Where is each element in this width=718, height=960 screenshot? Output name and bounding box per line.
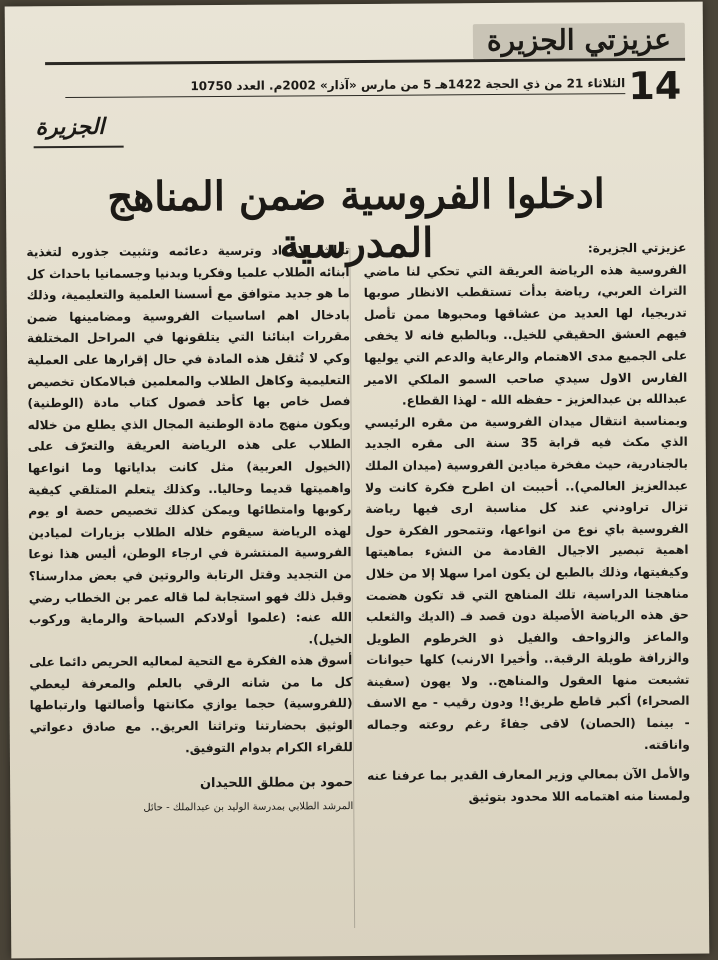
paragraph: الفروسية هذه الرياضة العريقة التي تحكي لنا ماضي التراث العربي، رياضة بدأت تستقطب الانظار صوبها تدريجيا، لها العديد من عشاقها ومحبوها ممن تأصل فيهم العشق الحقيقي للخيل.. وبالطبع فانه لا يخفى على الجميع مدى الاهتمام والرعاية والدعم التي يوليها الفارس الاول سيدي صاحب السمو الملكي الامير عبدالله بن عبدالعزيز - حفظه الله - لهذا القطاع. [363, 262, 688, 408]
paragraph: والأمل الآن بمعالي وزير المعارف القدير بما عرفنا عنه ولمسنا منه اهتمامه اللا محدود بتوثيق [367, 766, 691, 805]
article-headline: ادخلوا الفروسية ضمن المناهج المدرسية [107, 170, 605, 268]
author-role: المرشد الطلابي بمدرسة الوليد بن عبدالملك - حائل [143, 800, 354, 814]
article-body [26, 238, 691, 943]
paragraph: وبمناسبة انتقال ميدان الفروسية من مقره الرئيسي الذي مكث فيه قرابة 35 سنة الى مقره الجديد بالجنادرية، حيث مفخرة ميادين الفروسية (ميدان الملك عبدالعزيز العالمي).. أحببت ان اطرح فكرة كانت ولا تزال تراودني عند كل مناسبة ارى فيها رياضة الفروسية باي نوع من انواعها، وتتمحور الفكرة حول اهمية تبصير الاجيال القادمة من النشء بماهيتها وكيفيتها، وذلك بالطبع لن يكون امرا سهلا إلا من خلال مناهجنا الدراسية، تلك المناهج التي قد تكون هضمت حق هذه الرياضة الأصيلة دون قصد فـ (الديك والثعلب والماعز والزواحف والفيل ذو الخرطوم الطويل والزرافة طويلة الرقبة.. وأخيرا الارنب) كلها حيوانات تشبعت منها العقول والمناهج.. ولا يهون (سفينة الصحراء) أكبر قاطع طريق!! ودون رقيب - مع الاسف - بينما (الحصان) لاقى جفاءً رغم روعته وجماله واناقته. [364, 413, 690, 752]
greeting: عزيزتي الجزيرة: [587, 240, 687, 256]
logo-underline [34, 146, 124, 149]
newspaper-clipping [5, 2, 710, 959]
right-column [363, 238, 691, 940]
section-title: عزيزتي الجزيرة [473, 23, 685, 59]
newspaper-logo: الجزيرة [35, 113, 105, 141]
paragraph: تراث الاجداد وترسية دعائمه وتثبيت جذوره لتغذية ابنائه الطلاب علميا وفكريا وبدنيا وجسمانيا باحداث كل ما هو جديد متوافق مع أسسنا العلمية والتعليمية، وذلك بادخال اهم اساسيات الفروسية ومضامينها ضمن مقررات ابنائنا التي يتلقونها في المراحل المختلفة وكي لا تُثقل هذه المادة في حال إقرارها على العملية التعليمية وكاهل الطلاب والمعلمين فبالامكان تخصيص فصل خاص بها كأحد فصول كتاب مادة (الوطنية) ويكون منهج مادة الوطنية المجال الذي يطلع من خلاله الطلاب على هذه الرياضة العريقة والتعرّف على (الخيول العربية) مثل كانت بداياتها وما انواعها واهميتها قديما وحاليا.. وكذلك يتعلم المتلقي كيفية ركوبها وامتطائها ويمكن كذلك تخصيص حصة او يوم لهذه الرياضة سيقوم خلاله الطلاب بزيارات لميادين الفروسية المنتشرة في ارجاء الوطن، أليس هذا نوعا من التجديد وقتل الرتابة والروتين في بعض مدارسنا؟ وقبل ذلك فهو استجابة لما قاله عمر بن الخطاب رضي الله عنه: (علموا أولادكم السباحة والرماية وركوب الخيل). [26, 243, 353, 647]
page-number: 14 [628, 63, 682, 109]
paragraph: أسوق هذه الفكرة مع التحية لمعاليه الحريص دائما على كل ما من شانه الرقي بالعلم والمعرفة ليعطي (للفروسية) حجما يوازي مكانتها وأصالتها وارتباطها الوثيق بحضارتنا وتراثنا العريق.. مع صادق دعواتي للقراء الكرام بدوام التوفيق. [29, 653, 353, 755]
author-name: حمود بن مطلق اللحيدان [199, 775, 354, 792]
left-column [26, 240, 354, 942]
dateline: الثلاثاء 21 من ذي الحجة 1422هـ 5 من مارس «آذار» 2002م. العدد 10750 [65, 76, 625, 98]
section-header [45, 8, 685, 65]
